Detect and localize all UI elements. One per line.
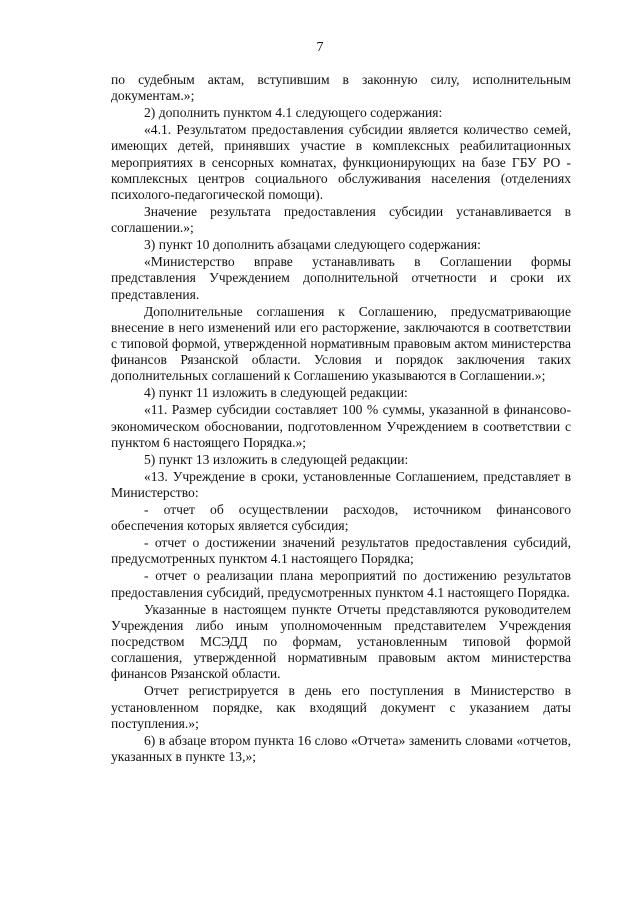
paragraph-reports-submission: Указанные в настоящем пункте Отчеты представляются руководителем Учреждения либо иным уполномоченным представителем Учреждения посредством МСЭДД по формам, установленным типовой формой соглашения, утвержденной нормативным правовым актом министерства финансов Рязанской области. — [111, 601, 571, 682]
paragraph-report-results: - отчет о достижении значений результатов предоставления субсидий, предусмотренных пунктом 4.1 настоящего Порядка; — [111, 535, 571, 567]
paragraph-item-3: 3) пункт 10 дополнить абзацами следующего содержания: — [144, 237, 481, 253]
paragraph-item-5: 5) пункт 13 изложить в следующей редакции: — [144, 451, 409, 467]
paragraph-clause-13: «13. Учреждение в сроки, установленные Соглашением, представляет в Министерство: — [111, 468, 571, 501]
paragraph-clause-11: «11. Размер субсидии составляет 100 % суммы, указанной в финансово-экономическом обосновании, подготовленном Учреждением в соответствии с пунктом 6 настоящего Порядка.»; — [111, 402, 571, 450]
page-number: 7 — [316, 40, 324, 55]
paragraph-ministry-right: «Министерство вправе устанавливать в Соглашении формы представления Учреждением дополнительной отчетности и сроки их представления. — [111, 254, 571, 302]
document-body — [111, 72, 571, 766]
paragraph-item-4: 4) пункт 11 изложить в следующей редакции: — [144, 385, 408, 401]
paragraph-item-2: 2) дополнить пунктом 4.1 следующего содержания: — [144, 105, 443, 121]
paragraph-item-6: 6) в абзаце втором пункта 16 слово «Отчета» заменить словами «отчетов, указанных в пункте 13,»; — [111, 732, 571, 765]
paragraph-report-expenses: - отчет об осуществлении расходов, источником финансового обеспечения которых является субсидия; — [111, 502, 571, 534]
paragraph-clause-4-1: «4.1. Результатом предоставления субсидии является количество семей, имеющих детей, принявших участие в комплексных реабилитационных мероприятиях в сенсорных комнатах, функционирующих на базе ГБУ РО - комплексных центров социального обслуживания населения (отделениях психолого-педагогической помощи). — [111, 122, 571, 203]
paragraph-result-value: Значение результата предоставления субсидии устанавливается в соглашении.»; — [111, 204, 571, 236]
paragraph-continuation: по судебным актам, вступившим в законную силу, исполнительным документам.»; — [111, 72, 571, 104]
paragraph-report-plan: - отчет о реализации плана мероприятий по достижению результатов предоставления субсидий, предусмотренных пунктом 4.1 настоящего Порядка. — [111, 568, 571, 600]
paragraph-report-registration: Отчет регистрируется в день его поступления в Министерство в установленном порядке, как входящий документ с указанием даты поступления.»; — [111, 683, 571, 731]
paragraph-additional-agreements: Дополнительные соглашения к Соглашению, предусматривающие внесение в него изменений или его расторжение, заключаются в соответствии с типовой формой, утвержденной нормативным правовым актом министерства финансов Рязанской области. Условия и порядок заключения таких дополнительных соглашений к Соглашению указываются в Соглашении.»; — [111, 303, 571, 384]
